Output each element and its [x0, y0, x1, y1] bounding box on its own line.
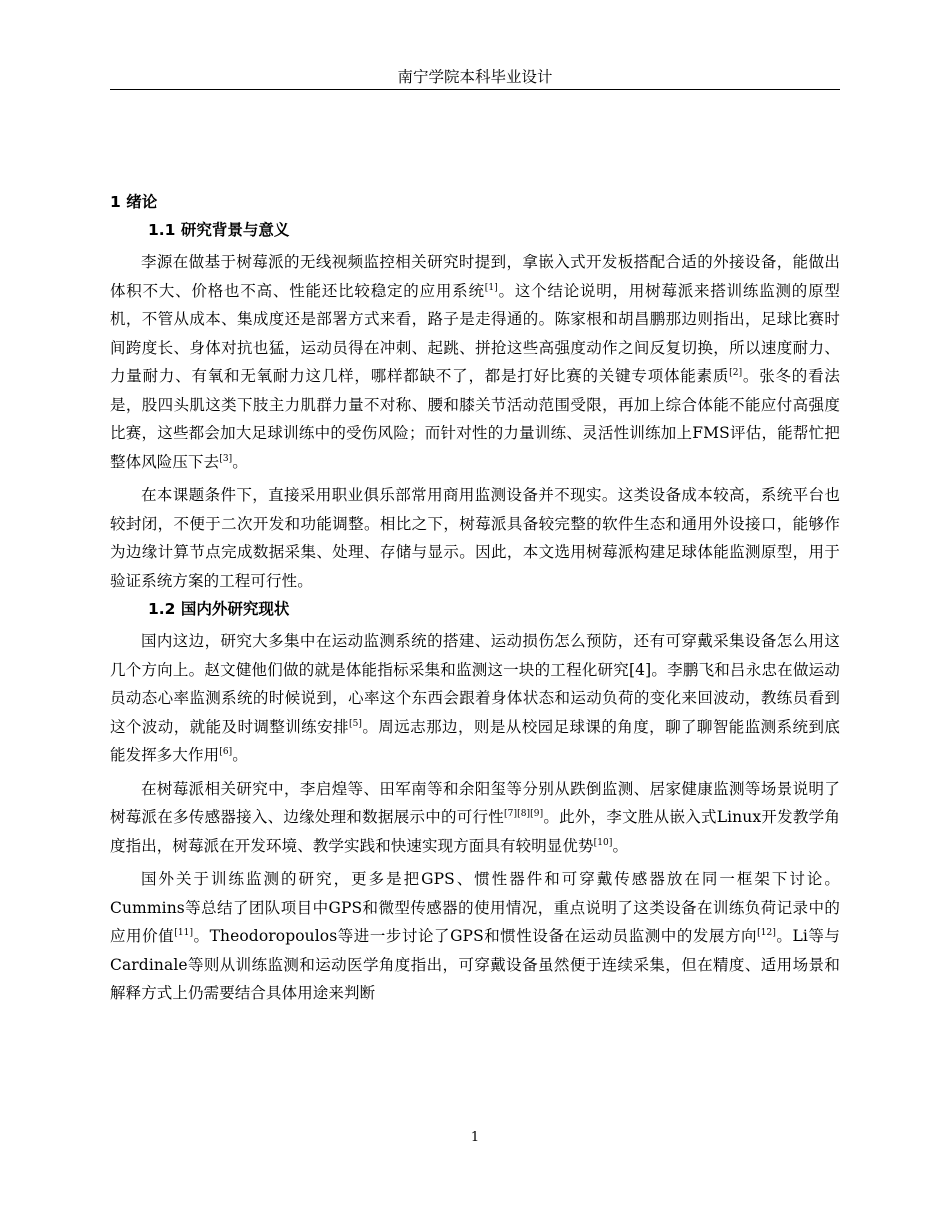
- text-run: 国外关于训练监测的研究，更多是把GPS、惯性器件和可穿戴传感器放在同一框架下讨论。Cummins等总结了团队项目中GPS和微型传感器的使用情况，重点说明了这类设备在训练负荷记录中的应用价值: [110, 870, 840, 945]
- paragraph: [110, 775, 840, 861]
- page-number: 1: [470, 1130, 480, 1145]
- citation: [10]: [593, 837, 613, 848]
- text-run: 。此外，李文胜从嵌入式Linux开发教学角度指出，树莓派在开发环境、教学实践和快速实现方面具有较明显优势: [110, 808, 840, 855]
- citation: [5]: [348, 718, 363, 729]
- text-run: 。张冬的看法是，股四头肌这类下肢主力肌群力量不对称、腰和膝关节活动范围受限，再加上综合体能不能应付高强度比赛，这些都会加大足球训练中的受伤风险；而针对性的力量训练、灵活性训练加上FMS评估，能帮忙把整体风险压下去: [110, 367, 840, 471]
- citation: [2]: [729, 368, 743, 378]
- paragraph: [110, 627, 840, 770]
- header-rule: [110, 89, 840, 90]
- chapter-number: 1: [110, 193, 121, 211]
- text-run: 。周远志那边，则是从校园足球课的角度，聊了聊智能监测系统到底能发挥多大作用: [110, 717, 840, 764]
- citation: [11]: [174, 928, 194, 938]
- text-run: 在树莓派相关研究中，李启煌等、田军南等和余阳玺等分别从跌倒监测、居家健康监测等场景说明了树莓派在多传感器接入、边缘处理和数据展示中的可行性: [110, 779, 840, 826]
- paragraph: [110, 865, 840, 1008]
- text-run: 。: [232, 746, 248, 764]
- page-body: [110, 188, 840, 1008]
- text-run: 。: [612, 836, 629, 855]
- citation: [7][8][9]: [504, 809, 544, 819]
- text-run: 国内这边，研究大多集中在运动监测系统的搭建、运动损伤怎么预防，还有可穿戴采集设备怎么用这几个方向上。赵文健他们做的就是体能指标采集和监测这一块的工程化研究[4]。李鹏飞和吕永忠在做运动员动态心率监测系统的时候说到，心率这个东西会跟着身体状态和运动负荷的变化来回波动，教练员看到这个波动，就能及时调整训练安排: [110, 632, 840, 736]
- chapter-heading: [110, 188, 840, 216]
- section-title: 国内外研究现状: [180, 600, 290, 618]
- paragraph: [110, 248, 840, 476]
- text-run: 在本课题条件下，直接采用职业俱乐部常用商用监测设备并不现实。这类设备成本较高，系统平台也较封闭，不便于二次开发和功能调整。相比之下，树莓派具备较完整的软件生态和通用外设接口，能够作为边缘计算节点完成数据采集、处理、存储与显示。因此，本文选用树莓派构建足球体能监测原型，用于验证系统方案的工程可行性。: [110, 486, 840, 590]
- text-run: 。: [232, 452, 248, 471]
- citation: [12]: [757, 928, 776, 938]
- section-title: 研究背景与意义: [180, 221, 290, 239]
- text-run: 。这个结论说明，用树莓派来搭训练监测的原型机，不管从成本、集成度还是部署方式来看，路子是走得通的。陈家根和胡昌鹏那边则指出，足球比赛时间跨度长、身体对抗也猛，运动员得在冲刺、起跳、拼抢这些高强度动作之间反复切换，所以速度耐力、力量耐力、有氧和无氧耐力这几样，哪样都缺不了，都是打好比赛的关键专项体能素质: [110, 281, 840, 385]
- text-run: 。Li等与Cardinale等则从训练监测和运动医学角度指出，可穿戴设备虽然便于连续采集，但在精度、适用场景和解释方式上仍需要结合具体用途来判断: [110, 927, 840, 1002]
- page-header: 南宁学院本科毕业设计: [397, 68, 553, 86]
- section-number: 1.1: [148, 221, 176, 239]
- chapter-title: 绪论: [126, 193, 158, 211]
- section-number: 1.2: [148, 600, 176, 618]
- text-run: 李源在做基于树莓派的无线视频监控相关研究时提到，拿嵌入式开发板搭配合适的外接设备，能做出体积不大、价格也不高、性能还比较稳定的应用系统: [110, 253, 840, 300]
- paragraph: [110, 481, 840, 595]
- section-heading: [110, 216, 840, 244]
- citation: [1]: [484, 282, 498, 293]
- section-heading: [110, 595, 840, 623]
- citation: [3]: [219, 453, 233, 464]
- citation: [6]: [219, 747, 233, 757]
- text-run: 。Theodoropoulos等进一步讨论了GPS和惯性设备在运动员监测中的发展方向: [193, 927, 758, 945]
